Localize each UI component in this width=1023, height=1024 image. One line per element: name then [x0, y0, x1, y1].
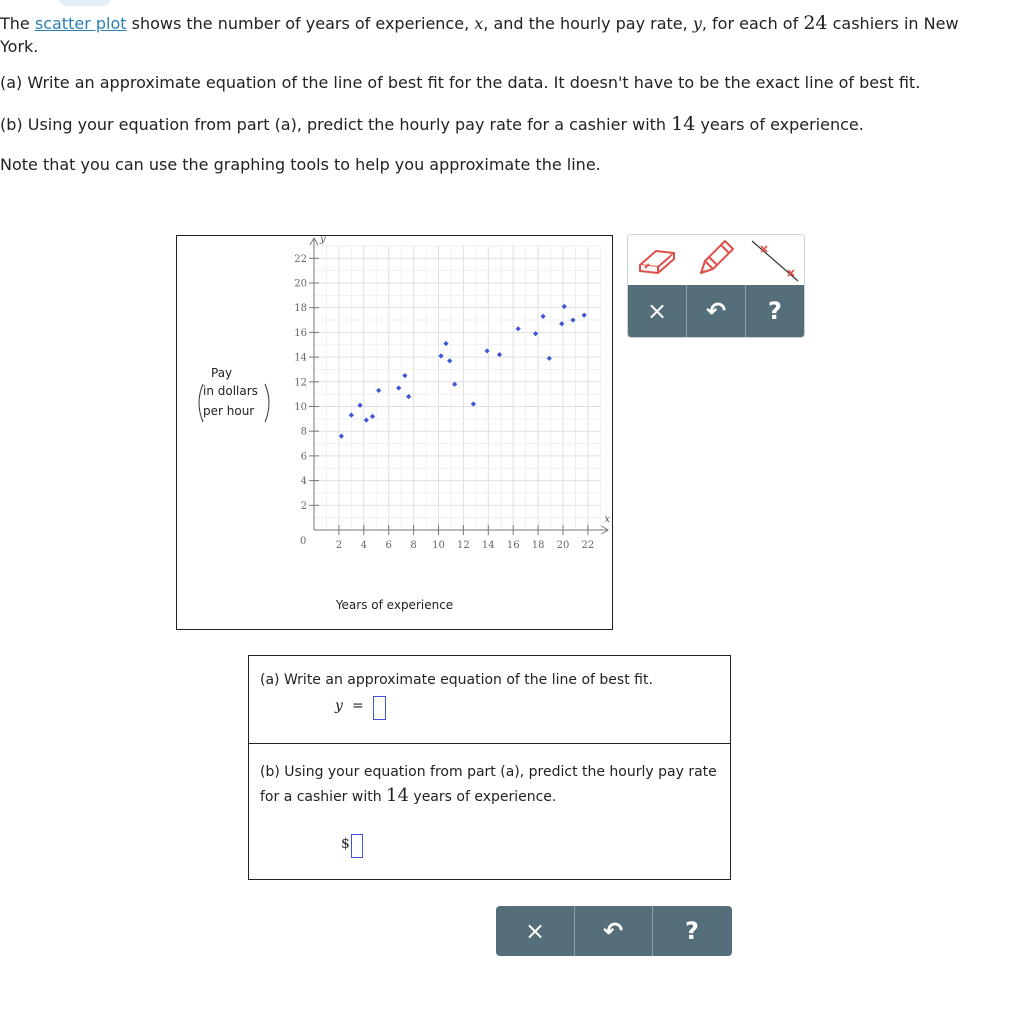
data-point	[559, 321, 564, 326]
answer-part-b	[248, 743, 731, 880]
x-axis-var: x	[604, 514, 610, 525]
part-b-prompt-line1: (b) Using your equation from part (a), predict the hourly pay rate	[260, 764, 717, 780]
data-point	[402, 373, 407, 378]
data-point	[443, 341, 448, 346]
question-intro: The scatter plot shows the number of years of experience, x, and the hourly pay rate, y, for each of 24 cashiers in New	[0, 12, 959, 34]
data-point	[357, 403, 362, 408]
data-point	[547, 356, 552, 361]
eraser-icon	[628, 235, 686, 285]
data-point	[438, 353, 443, 358]
x-axis-label: Years of experience	[335, 598, 454, 612]
data-point	[484, 348, 489, 353]
y-tick-label: 18	[294, 303, 307, 315]
data-point	[516, 326, 521, 331]
scatter-plot-link[interactable]: scatter plot	[34, 14, 127, 33]
x-tick-label: 4	[360, 540, 367, 551]
plot-area[interactable]	[177, 236, 614, 631]
data-point	[370, 414, 375, 419]
answer-help-button[interactable]: ?	[685, 917, 699, 945]
pencil-icon	[687, 235, 745, 285]
x-tick-label: 12	[457, 540, 470, 551]
x-tick-label: 18	[531, 540, 545, 551]
y-tick-label: 20	[294, 278, 307, 290]
y-tick-label: 8	[300, 426, 307, 438]
answer-action-bar	[496, 906, 732, 956]
question-part-b: (b) Using your equation from part (a), predict the hourly pay rate for a cashier with 14 years of experience.	[0, 113, 864, 135]
answer-undo-button[interactable]: ↶	[574, 906, 653, 956]
tools-action-bar	[628, 285, 804, 337]
question-intro-line2: York.	[0, 37, 39, 56]
y-tick-label: 6	[300, 451, 307, 463]
x-tick-label: 6	[385, 540, 392, 551]
data-point	[452, 382, 457, 387]
prediction-input[interactable]	[351, 834, 363, 858]
x-tick-label: 20	[556, 540, 570, 551]
x-tick-label: 8	[410, 540, 417, 551]
scatter-plot-graph[interactable]: Pay in dollars per hour y x 0 2 4 6 8 10 12 14 16 18 20 22 2 4 6 8 10 12 14 16 18 20 22 Years of experience	[176, 235, 613, 630]
y-tick-label: 4	[300, 476, 307, 488]
part-a-prompt: (a) Write an approximate equation of the line of best fit.	[260, 672, 653, 688]
data-point	[447, 358, 452, 363]
eraser-tool[interactable]	[628, 235, 686, 285]
data-point	[339, 434, 344, 439]
data-point	[582, 313, 587, 318]
data-point	[570, 317, 575, 322]
currency-symbol: $	[341, 836, 350, 852]
x-tick-label: 22	[581, 540, 595, 551]
x-tick-label: 14	[481, 540, 495, 551]
y-tick-label: 16	[294, 327, 307, 339]
data-point	[406, 394, 411, 399]
answer-clear-button[interactable]: ×	[496, 906, 575, 956]
line-tool-icon	[746, 235, 804, 285]
y-tick-label: 12	[294, 377, 307, 389]
pencil-tool[interactable]	[687, 235, 745, 285]
y-axis-var: y	[320, 236, 326, 245]
data-point	[376, 388, 381, 393]
clear-button[interactable]: ×	[628, 285, 687, 337]
y-tick-label: 10	[294, 402, 307, 413]
eq-sign: =	[352, 698, 364, 714]
question-note: Note that you can use the graphing tools to help you approximate the line.	[0, 155, 601, 174]
data-point	[364, 417, 369, 422]
data-point	[349, 413, 354, 418]
data-point	[471, 401, 476, 406]
y-tick-label: 22	[294, 253, 307, 265]
part-b-prompt-line2: for a cashier with 14 years of experience.	[260, 785, 557, 806]
question-part-a: (a) Write an approximate equation of the line of best fit for the data. It doesn't have to be the exact line of best fit.	[0, 73, 921, 92]
data-point	[562, 304, 567, 309]
y-tick-label: 2	[300, 500, 307, 512]
data-point	[396, 385, 401, 390]
data-point	[540, 314, 545, 319]
eq-var: y	[335, 698, 343, 714]
help-button[interactable]: ?	[768, 297, 782, 325]
top-tab-indicator	[58, 0, 112, 6]
equation-input[interactable]	[373, 696, 386, 720]
line-tool[interactable]	[746, 235, 804, 285]
answer-part-a	[248, 655, 731, 744]
data-point	[533, 331, 538, 336]
y-tick-label: 14	[294, 352, 307, 364]
undo-button[interactable]: ↶	[687, 285, 746, 337]
x-tick-label: 16	[506, 540, 520, 551]
x-tick-label: 10	[432, 540, 445, 551]
graphing-tools	[627, 234, 805, 338]
x-tick-label: 2	[335, 540, 343, 551]
data-point	[497, 352, 502, 357]
origin-label: 0	[300, 536, 307, 547]
